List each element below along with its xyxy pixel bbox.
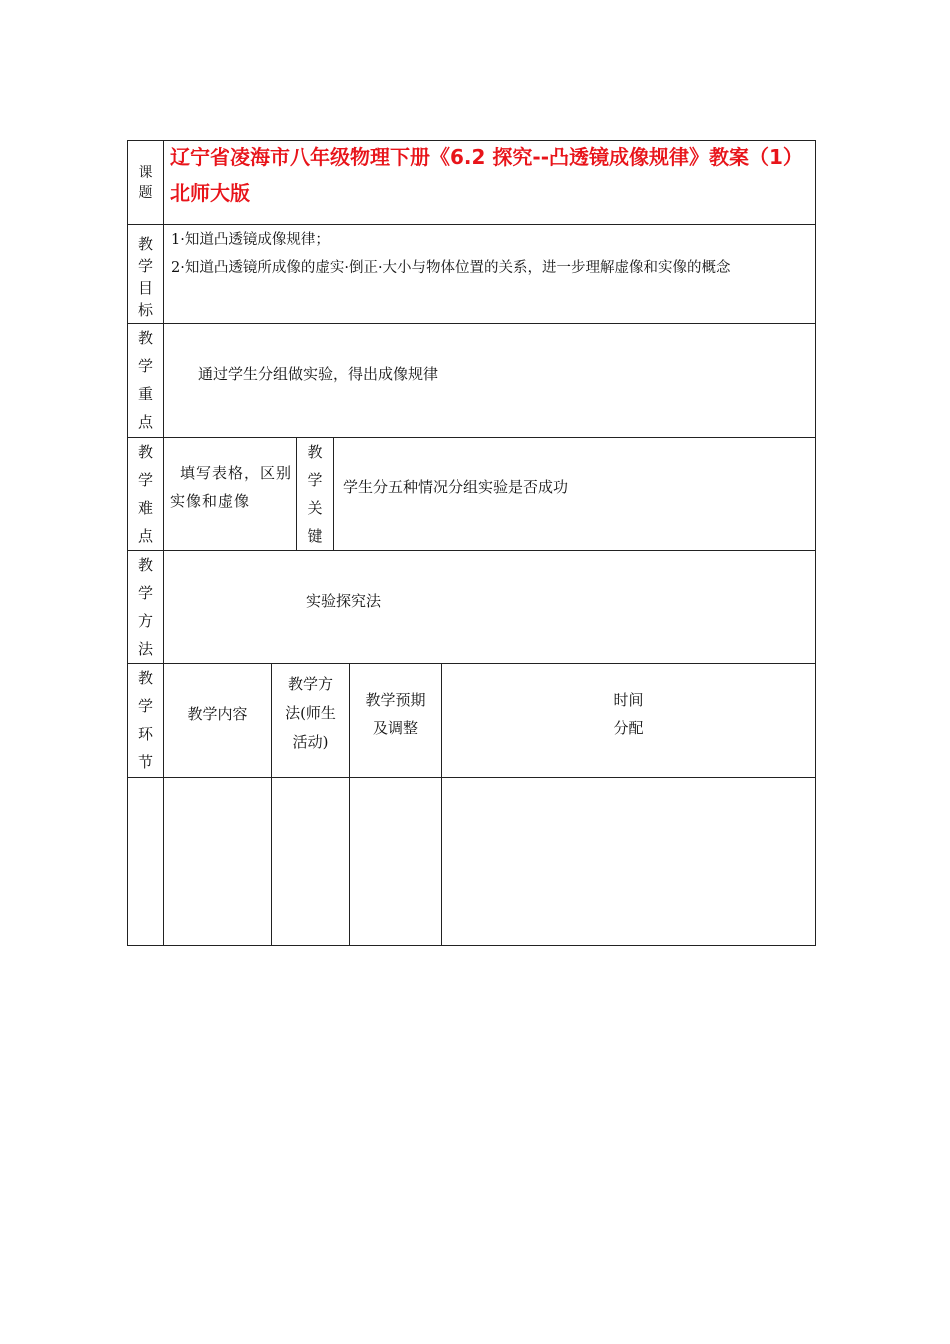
steps-header-expect-line-1: 教学预期 <box>365 691 426 709</box>
steps-label-char-4: 节 <box>137 753 153 771</box>
steps-body-row <box>128 778 815 945</box>
objectives-content <box>171 226 811 322</box>
steps-label-char-3: 环 <box>137 725 153 743</box>
key-label-char-1: 教 <box>307 443 323 461</box>
key-label <box>297 438 333 550</box>
keypoints-content: 通过学生分组做实验，得出成像规律 <box>198 365 439 383</box>
objectives-label-char-3: 目 <box>137 279 153 297</box>
steps-header-time-line-2: 分配 <box>613 719 644 737</box>
keypoints-label-char-2: 学 <box>137 357 153 375</box>
steps-header-method-line-2: 法(师生 <box>285 704 336 722</box>
method-label-char-4: 法 <box>137 640 153 658</box>
difficulty-label-char-3: 难 <box>137 499 153 517</box>
steps-label-char-2: 学 <box>137 697 153 715</box>
steps-label-char-1: 教 <box>137 669 153 687</box>
key-label-char-2: 学 <box>307 471 323 489</box>
keypoints-label-char-1: 教 <box>137 329 153 347</box>
key-content: 学生分五种情况分组实验是否成功 <box>343 478 569 496</box>
objectives-label-char-4: 标 <box>137 301 153 319</box>
method-label-char-3: 方 <box>137 612 153 630</box>
objectives-label <box>128 225 163 323</box>
lesson-title: 辽宁省凌海市八年级物理下册《6.2 探究--凸透镜成像规律》教案（1） 北师大版 <box>170 145 803 205</box>
objectives-label-char-2: 学 <box>137 257 153 275</box>
method-label-char-1: 教 <box>137 556 153 574</box>
title-label <box>128 141 163 224</box>
steps-header-method-line-3: 活动) <box>292 733 329 751</box>
steps-header-method <box>272 670 349 770</box>
keypoints-label-char-4: 点 <box>137 413 153 431</box>
difficulty-label <box>128 438 163 550</box>
difficulty-label-char-1: 教 <box>137 443 153 461</box>
key-label-char-4: 键 <box>307 527 323 545</box>
steps-header-method-line-1: 教学方 <box>287 675 333 693</box>
objective-item-1: 1·知道凸透镜成像规律； <box>171 232 330 248</box>
title-label-char-1: 课 <box>138 165 153 181</box>
objective-item-2: 2·知道凸透镜所成像的虚实·倒正·大小与物体位置的关系，进一步理解虚像和实像的概念 <box>171 260 731 276</box>
keypoints-label <box>128 324 163 437</box>
steps-header-expect-line-2: 及调整 <box>372 719 418 737</box>
steps-header-expect <box>350 686 441 746</box>
steps-header-time <box>442 686 815 746</box>
difficulty-label-char-4: 点 <box>137 527 153 545</box>
steps-header-content: 教学内容 <box>187 705 248 723</box>
difficulty-content: 填写表格，区别实像和虚像 <box>170 464 293 510</box>
steps-header-time-line-1: 时间 <box>613 691 644 709</box>
keypoints-label-char-3: 重 <box>137 385 153 403</box>
difficulty-label-char-2: 学 <box>137 471 153 489</box>
method-label <box>128 551 163 663</box>
key-label-char-3: 关 <box>307 499 323 517</box>
title-label-char-2: 题 <box>138 185 153 201</box>
steps-label <box>128 664 163 777</box>
objectives-label-char-1: 教 <box>137 235 153 253</box>
method-content: 实验探究法 <box>306 592 382 610</box>
method-label-char-2: 学 <box>137 584 153 602</box>
